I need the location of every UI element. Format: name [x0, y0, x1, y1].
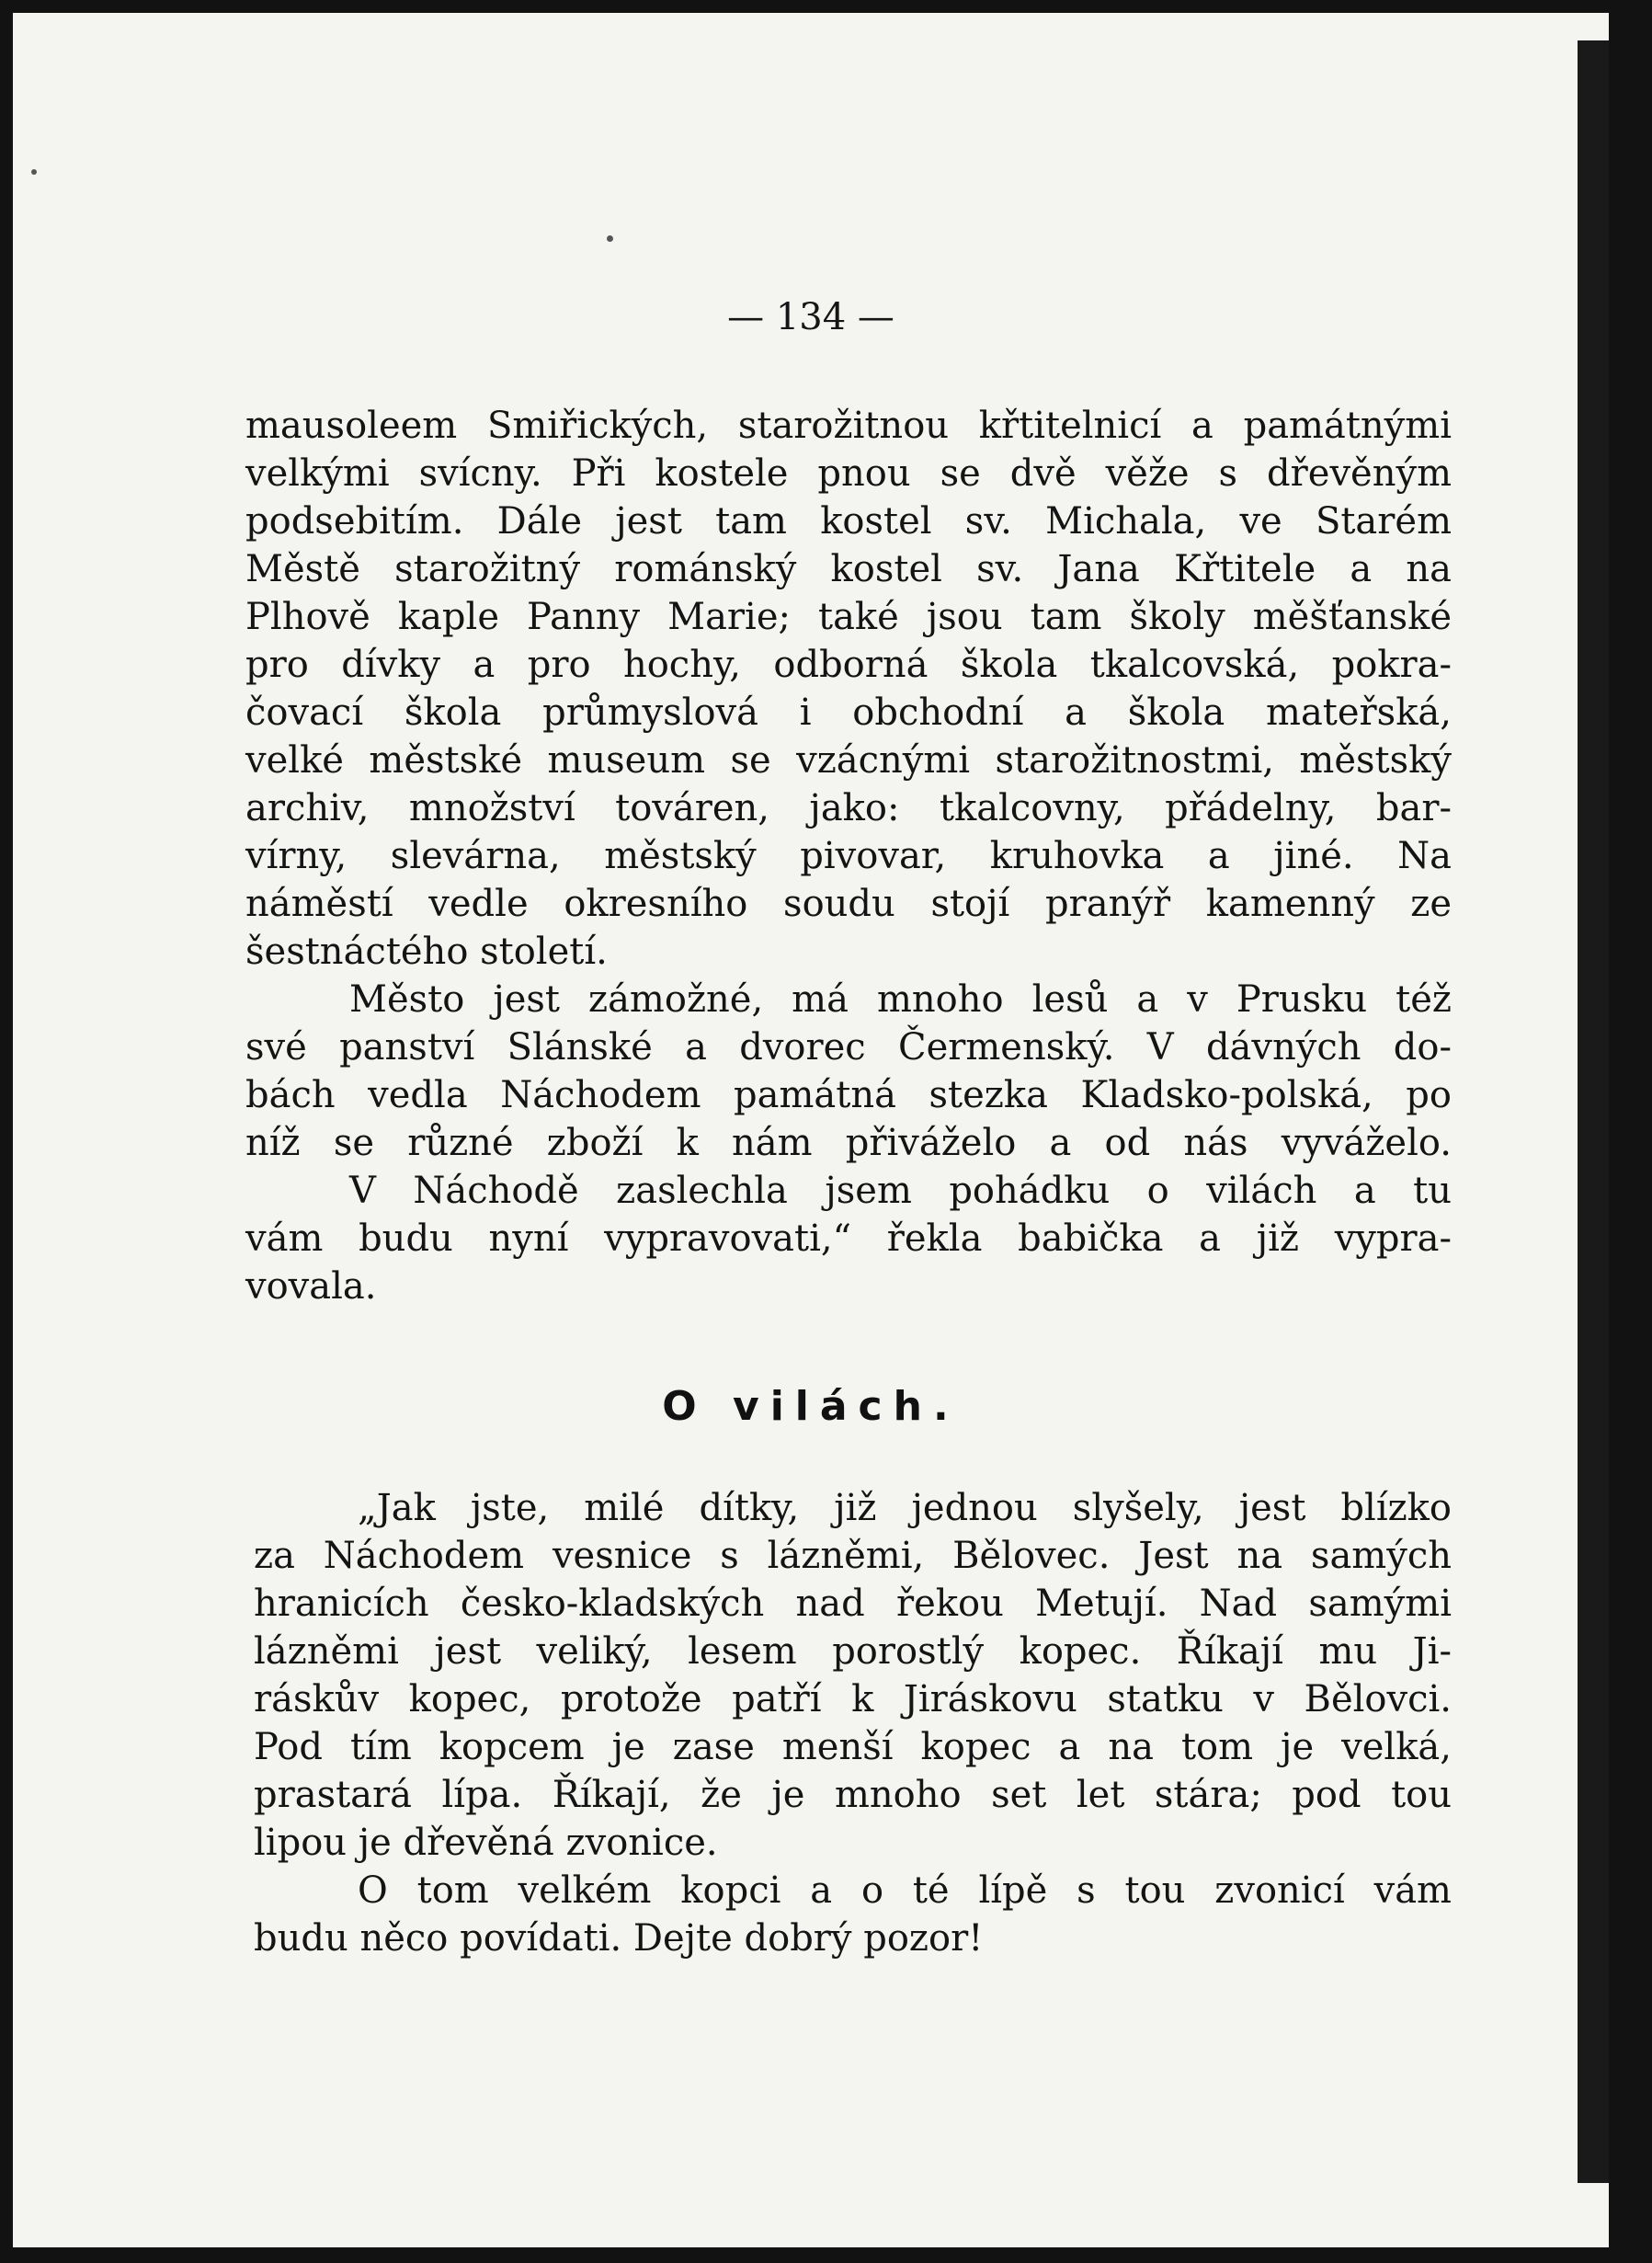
text-line: O tom velkém kopci a o té lípě s tou zvonicí vám [358, 1869, 1452, 1912]
text-line: ráskův kopec, protože patří k Jiráskovu statku v Bělovci. [254, 1678, 1452, 1720]
text-line: velké městské museum se vzácnými starožitnostmi, městský [245, 739, 1452, 782]
text-line: bách vedla Náchodem památná stezka Kladsko-polská, po [245, 1074, 1452, 1116]
text-line: archiv, množství továren, jako: tkalcovny, přádelny, bar- [245, 787, 1452, 829]
page-edge-shadow [1578, 40, 1609, 2183]
text-line: pro dívky a pro hochy, odborná škola tkalcovská, pokra- [245, 644, 1452, 686]
text-line: velkými svícny. Při kostele pnou se dvě věže s dřevěným [245, 452, 1452, 495]
text-line: prastará lípa. Říkají, že je mnoho set let stára; pod tou [254, 1774, 1452, 1816]
text-line: Plhově kaple Panny Marie; také jsou tam školy měšťanské [245, 596, 1452, 638]
book-page [13, 13, 1609, 2247]
text-line: šestnáctého století. [245, 931, 608, 973]
text-line: vovala. [245, 1265, 377, 1308]
text-line: Městě starožitný románský kostel sv. Jana Křtitele a na [245, 548, 1452, 590]
text-line: hranicích česko-kladských nad řekou Metují. Nad samými [254, 1583, 1452, 1625]
text-line: mausoleem Smiřických, starožitnou křtitelnicí a památnými [245, 405, 1452, 447]
page-number: — 134 — [727, 296, 894, 338]
text-line: V Náchodě zaslechla jsem pohádku o vilách a tu [349, 1170, 1452, 1212]
dust-speck [31, 169, 37, 175]
text-line: „Jak jste, milé dítky, již jednou slyšely, jest blízko [358, 1487, 1452, 1529]
text-line: za Náchodem vesnice s lázněmi, Bělovec. Jest na samých [254, 1535, 1452, 1577]
text-line: budu něco povídati. Dejte dobrý pozor! [254, 1917, 984, 1960]
text-line: čovací škola průmyslová i obchodní a škola mateřská, [245, 691, 1452, 734]
text-line: své panství Slánské a dvorec Čermenský. V dávných do- [245, 1026, 1452, 1069]
dust-speck [607, 235, 613, 242]
text-line: vírny, slevárna, městský pivovar, kruhovka a jiné. Na [245, 835, 1452, 877]
text-line: lázněmi jest veliký, lesem porostlý kopec. Říkají mu Ji- [254, 1630, 1452, 1673]
section-heading: O vilách. [662, 1383, 960, 1430]
text-line: Město jest zámožné, má mnoho lesů a v Prusku též [349, 978, 1452, 1021]
text-line: náměstí vedle okresního soudu stojí pranýř kamenný ze [245, 883, 1452, 925]
text-line: lipou je dřevěná zvonice. [254, 1822, 718, 1864]
text-line: vám budu nyní vypravovati,“ řekla babička a již vypra- [245, 1217, 1452, 1260]
text-line: podsebitím. Dále jest tam kostel sv. Michala, ve Starém [245, 500, 1452, 543]
text-line: níž se různé zboží k nám přiváželo a od nás vyváželo. [245, 1122, 1452, 1164]
text-line: Pod tím kopcem je zase menší kopec a na tom je velká, [254, 1726, 1452, 1768]
